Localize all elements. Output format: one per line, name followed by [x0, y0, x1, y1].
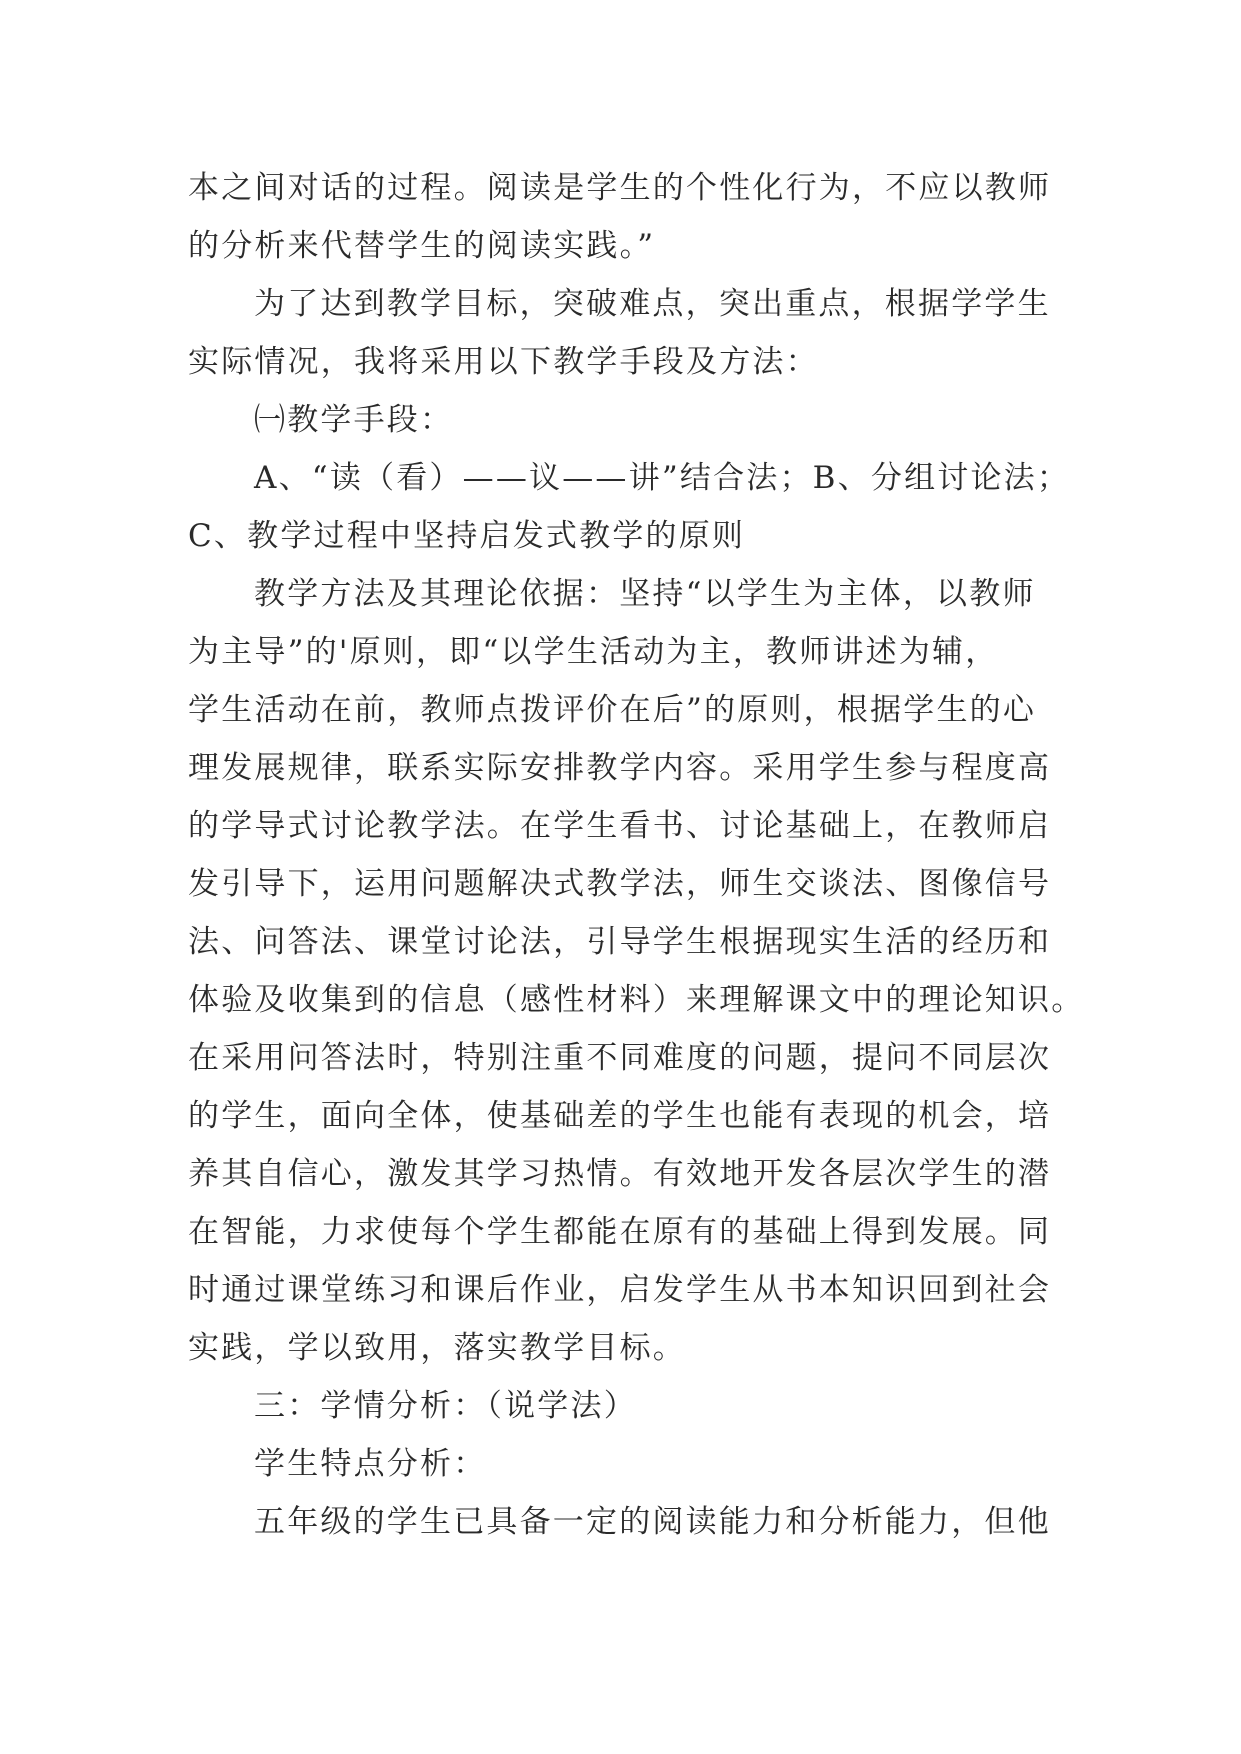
- text-line: 的分析来代替学生的阅读实践。”: [188, 228, 656, 264]
- text-line: 理发展规律，联系实际安排教学内容。采用学生参与程度高: [188, 750, 1052, 786]
- text-line: ㈠教学手段：: [254, 402, 454, 438]
- text-line: 的学生，面向全体，使基础差的学生也能有表现的机会，培: [188, 1098, 1052, 1134]
- text-line: A、“读（看）——议——讲”结合法；B、分组讨论法；: [254, 460, 1071, 496]
- text-line: C、教学过程中坚持启发式教学的原则: [188, 518, 746, 554]
- text-line: 学生特点分析：: [254, 1446, 487, 1482]
- text-line: 体验及收集到的信息（感性材料）来理解课文中的理论知识。: [188, 982, 1085, 1018]
- text-line: 养其自信心，激发其学习热情。有效地开发各层次学生的潜: [188, 1156, 1052, 1192]
- text-line: 实际情况，我将采用以下教学手段及方法：: [188, 344, 819, 380]
- text-line: 教学方法及其理论依据：坚持“以学生为主体，以教师: [254, 576, 1036, 612]
- body-text: [188, 159, 1085, 1551]
- text-line: 实践，学以致用，落实教学目标。: [188, 1330, 686, 1366]
- text-line: 本之间对话的过程。阅读是学生的个性化行为，不应以教师: [188, 170, 1052, 206]
- text-line: 在智能，力求使每个学生都能在原有的基础上得到发展。同: [188, 1214, 1052, 1250]
- text-line: 法、问答法、课堂讨论法，引导学生根据现实生活的经历和: [188, 924, 1052, 960]
- text-line: 为了达到教学目标，突破难点，突出重点，根据学学生: [254, 286, 1051, 322]
- text-line: 为主导”的'原则，即“以学生活动为主，教师讲述为辅，: [188, 634, 999, 670]
- text-line: 五年级的学生已具备一定的阅读能力和分析能力，但他: [254, 1504, 1051, 1540]
- text-line: 时通过课堂练习和课后作业，启发学生从书本知识回到社会: [188, 1272, 1052, 1308]
- text-line: 学生活动在前，教师点拨评价在后”的原则，根据学生的心: [188, 692, 1037, 728]
- text-line: 的学导式讨论教学法。在学生看书、讨论基础上，在教师启: [188, 808, 1052, 844]
- text-line: 发引导下，运用问题解决式教学法，师生交谈法、图像信号: [188, 866, 1052, 902]
- text-line: 三：学情分析：（说学法）: [254, 1388, 637, 1424]
- text-line: 在采用问答法时，特别注重不同难度的问题，提问不同层次: [188, 1040, 1052, 1076]
